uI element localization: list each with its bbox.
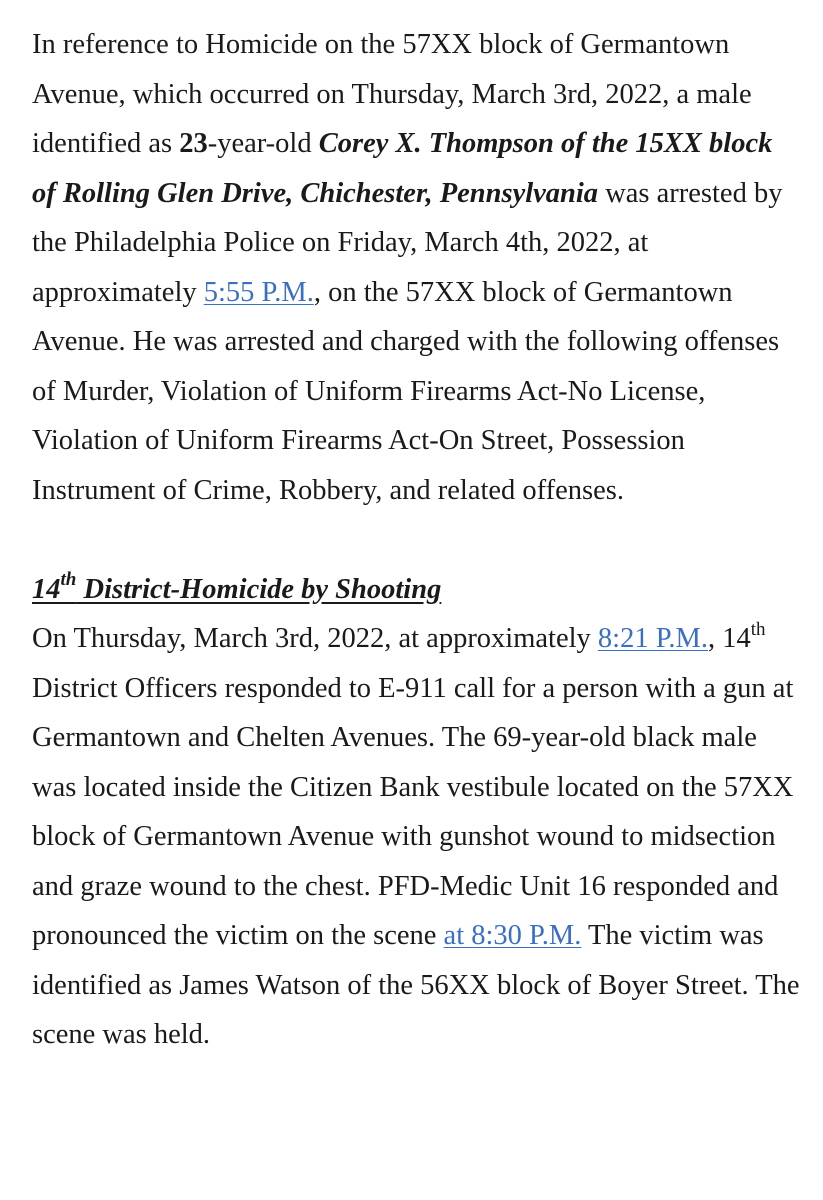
arrest-text-4: , on the 57XX block of Germantown Avenue. He was arrested and charged with the following offenses of Murder, Violation of Uniform Firearms Act-No License, Violation of Uniform Firearms Act-On Street, Possession Instrument of Crime, Robbery, and related offenses.	[32, 276, 780, 506]
section-heading	[32, 565, 802, 615]
arrest-paragraph	[32, 20, 802, 515]
suspect-name-address: Corey X. Thompson of the 15XX block of Rolling Glen Drive, Chichester, Pennsylvania	[32, 128, 773, 209]
heading-number: 14	[32, 573, 61, 605]
press-release-document	[32, 20, 802, 1060]
paragraph-spacer	[32, 515, 802, 565]
pronounced-time-link[interactable]: at 8:30 P.M.	[443, 920, 582, 951]
arrest-text-3: was arrested by the Philadelphia Police on Friday, March 4th, 2022, at approximately	[32, 177, 783, 308]
incident-text-1: On Thursday, March 3rd, 2022, at approximately	[32, 623, 598, 654]
arrest-text-2: -year-old	[207, 128, 319, 159]
district-ordinal-suffix: th	[750, 618, 766, 640]
heading-ordinal-suffix: th	[60, 569, 77, 590]
arrest-text-1: In reference to Homicide on the 57XX block of Germantown Avenue, which occurred on Thursday, March 3rd, 2022, a male identified as	[32, 29, 752, 159]
incident-paragraph	[32, 614, 802, 1060]
heading-district-number	[32, 569, 442, 605]
heading-title: District-Homicide by Shooting	[76, 573, 442, 605]
incident-time-link[interactable]: 8:21 P.M.	[597, 623, 708, 654]
incident-text-2: , 14	[708, 623, 751, 654]
arrest-time-link[interactable]: 5:55 P.M.	[203, 276, 314, 308]
incident-text-4: The victim was identified as James Watson of the 56XX block of Boyer Street. The scene was held.	[32, 920, 800, 1050]
incident-text-3: District Officers responded to E-911 call for a person with a gun at Germantown and Chelten Avenues. The 69-year-old black male was located inside the Citizen Bank vestibule located on the 57XX block of Germantown Avenue with gunshot wound to midsection and graze wound to the chest. PFD-Medic Unit 16 responded and pronounced the victim on the scene	[32, 672, 794, 951]
suspect-age: 23	[179, 128, 208, 159]
